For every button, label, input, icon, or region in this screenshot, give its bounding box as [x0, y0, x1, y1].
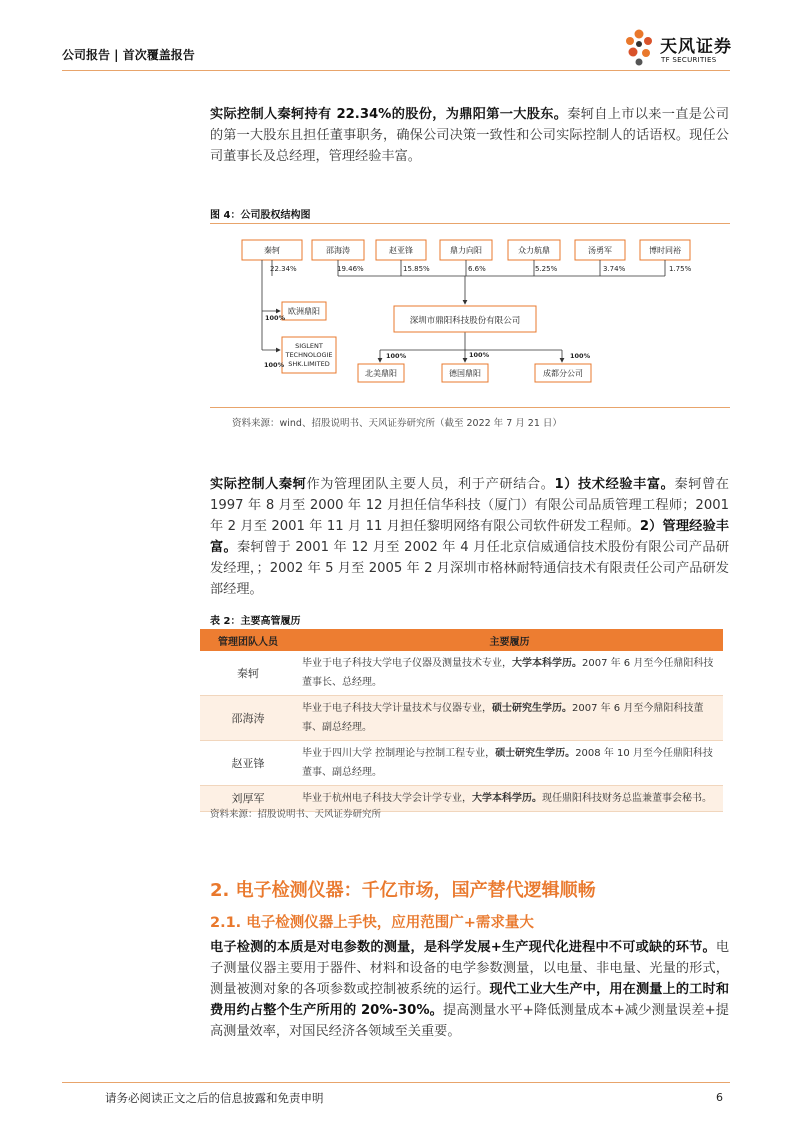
figure-caption: 图 4：公司股权结构图	[210, 210, 311, 221]
p2-text-3: 秦轲曾于 2001 年 12 月至 2002 年 4 月任北京信威通信技术股份有限公司产品研发经理，；2002 年 5 月至 2005 年 2 月深圳市格林耐特通信技术有限责任公司产品研发部经理。	[210, 540, 730, 597]
section-heading: 2. 电子检测仪器：千亿市场，国产替代逻辑顺畅	[210, 880, 596, 901]
figure-source: 资料来源：wind、招股说明书、天风证券研究所（截至 2022 年 7 月 21 日）	[232, 418, 562, 429]
holding-name-europe: 欧洲鼎阳	[288, 307, 320, 316]
holding-name-hk-line1: SIGLENT	[295, 342, 323, 350]
row-resume: 毕业于四川大学 控制理论与控制工程专业，硕士研究生学历。2008 年 10 月至今任鼎阳科技董事、副总经理。	[296, 741, 723, 786]
disclaimer-text: 请务必阅读正文之后的信息披露和免责申明	[105, 1091, 324, 1105]
row-name: 刘厚军	[200, 786, 296, 812]
shareholder-name-5: 汤勇军	[588, 246, 612, 255]
subsidiary-pct-1: 100%	[469, 351, 490, 359]
holding-name-hk-line2: TECHNOLOGIE	[285, 351, 333, 359]
shareholder-pct-0: 22.34%	[270, 265, 297, 273]
subsidiary-pct-2: 100%	[570, 352, 591, 360]
p2-bold-1: 实际控制人秦轲	[210, 477, 307, 492]
shareholder-pct-2: 15.85%	[403, 265, 430, 273]
table-header-name: 管理团队人员	[200, 629, 296, 651]
shareholder-name-2: 赵亚锋	[389, 246, 413, 255]
shareholder-name-6: 博时同裕	[649, 246, 681, 255]
p2-text-1: 作为管理团队主要人员，利于产研结合。	[306, 477, 555, 492]
holding-pct-europe: 100%	[265, 314, 286, 322]
intro-text: 秦轲自上市以来一直是公司的第一大股东且担任董事职务，确保公司决策一致性和公司实际控制人的话语权。现任公司董事长及总经理，管理经验丰富。	[210, 107, 730, 164]
s2-bold-1: 电子检测的本质是对电参数的测量，是科学发展+生产现代化进程中不可或缺的环节。	[210, 940, 716, 955]
tf-securities-logo	[622, 26, 732, 70]
subsidiary-pct-0: 100%	[386, 352, 407, 360]
row-name: 秦轲	[200, 651, 296, 696]
ownership-structure-diagram	[210, 224, 730, 404]
row-resume: 毕业于电子科技大学电子仪器及测量技术专业，大学本科学历。2007 年 6 月至今任鼎阳科技董事长、总经理。	[296, 651, 723, 696]
table-row	[200, 651, 723, 696]
page-number: 6	[716, 1091, 723, 1104]
table-row	[200, 741, 723, 786]
table-caption: 表 2：主要高管履历	[210, 616, 301, 627]
subsidiary-name-2: 成都分公司	[543, 369, 583, 378]
table-row	[200, 696, 723, 741]
controller-paragraph	[210, 474, 729, 600]
header-divider	[62, 70, 730, 71]
holding-name-hk-line3: SHK.LIMITED	[288, 360, 330, 368]
shareholder-name-3: 鼎力向阳	[450, 246, 482, 255]
row-name: 赵亚锋	[200, 741, 296, 786]
holding-pct-hk: 100%	[264, 361, 285, 369]
report-type-label: 公司报告 | 首次覆盖报告	[62, 48, 195, 62]
management-table	[200, 629, 723, 812]
s2-bold-2: 现代工业大生产中，用在测量上的工时和费用约占整个生产所用的 20%-30%。	[210, 982, 730, 1018]
footer-divider	[62, 1082, 730, 1083]
s2-text-1: 电子测量仪器主要用于器件、材料和设备的电学参数测量，以电量、非电量、光量的形式，测量被测对象的各项参数或控制被系统的运行。	[210, 940, 729, 997]
company-name: 深圳市鼎阳科技股份有限公司	[409, 316, 521, 326]
intro-paragraph	[210, 104, 729, 167]
shareholder-pct-4: 5.25%	[535, 265, 558, 273]
p2-bold-2: 1）技术经验丰富。	[554, 477, 675, 492]
shareholder-name-1: 邵海涛	[326, 246, 350, 255]
subsidiary-name-0: 北美鼎阳	[365, 369, 397, 378]
section-paragraph	[210, 937, 729, 1042]
logo-en-text: TF SECURITIES	[661, 56, 717, 64]
logo-flower-icon	[622, 26, 658, 70]
shareholder-pct-3: 6.6%	[468, 265, 486, 273]
row-resume: 毕业于电子科技大学计量技术与仪器专业，硕士研究生学历。2007 年 6 月至今鼎阳科技董事、副总经理。	[296, 696, 723, 741]
intro-bold-lead: 实际控制人秦轲持有 22.34%的股份，为鼎阳第一大股东。	[210, 107, 568, 122]
shareholder-name-0: 秦轲	[264, 246, 280, 255]
subsidiary-name-1: 德国鼎阳	[449, 369, 481, 378]
table-header-resume: 主要履历	[296, 629, 723, 651]
p2-bold-3: 2）管理经验丰富。	[210, 519, 729, 555]
table-header-row	[200, 629, 723, 651]
s2-text-2: 提高测量水平+降低测量成本+减少测量误差+提高测量效率，对国民经济各领域至关重要。	[210, 1003, 729, 1039]
subsection-heading: 2.1. 电子检测仪器上手快，应用范围广+需求量大	[210, 915, 534, 931]
shareholder-pct-5: 3.74%	[603, 265, 626, 273]
p2-text-2: 秦轲曾在 1997 年 8 月至 2000 年 12 月担任信华科技（厦门）有限公司品质管理工程师；2001 年 2 月至 2001 年 11 月 11 月担任黎明网络有限公司软件研发工程师。	[210, 477, 729, 534]
row-name: 邵海涛	[200, 696, 296, 741]
logo-cn-text: 天风证券	[660, 37, 732, 57]
row-resume: 毕业于杭州电子科技大学会计学专业，大学本科学历。现任鼎阳科技财务总监兼董事会秘书。	[296, 786, 723, 812]
shareholder-name-4: 众力航鼎	[518, 246, 550, 255]
shareholder-pct-1: 19.46%	[337, 265, 364, 273]
table-source: 资料来源：招股说明书、天风证券研究所	[210, 809, 382, 820]
shareholder-pct-6: 1.75%	[669, 265, 692, 273]
